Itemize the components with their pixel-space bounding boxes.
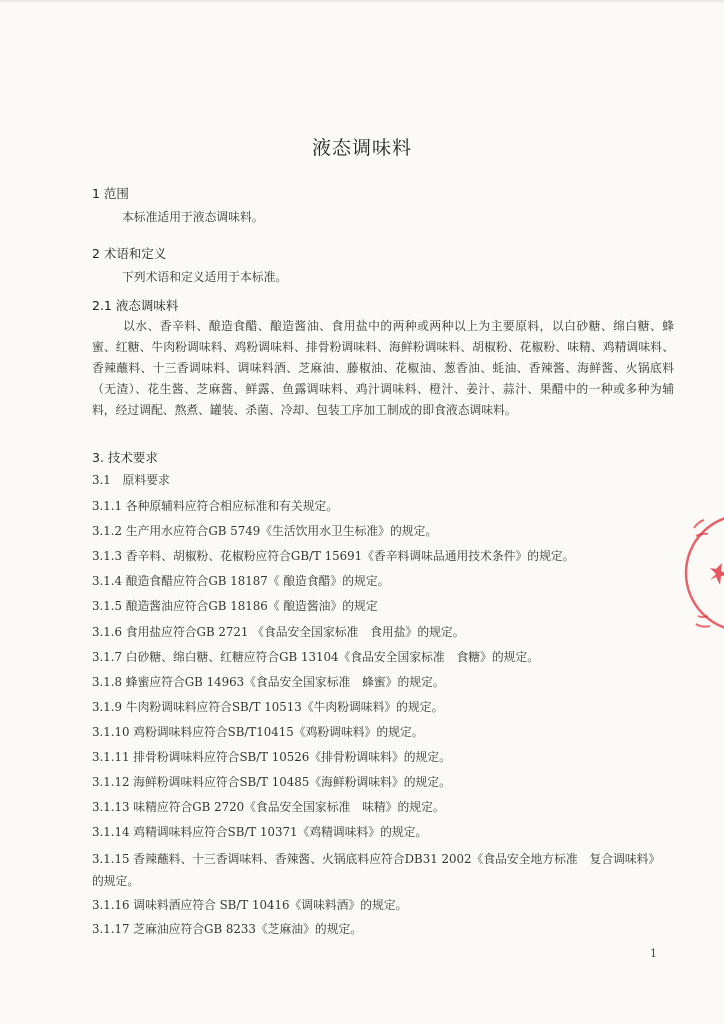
- list-item: 3.1.16 调味料酒应符合 SB/T 10416《调味料酒》的规定。: [92, 898, 408, 912]
- list-item: 3.1.11 排骨粉调味料应符合SB/T 10526《排骨粉调味料》的规定。: [92, 750, 451, 764]
- list-item: 3.1.14 鸡精调味料应符合SB/T 10371《鸡精调味料》的规定。: [92, 825, 428, 839]
- list-item: 3.1.10 鸡粉调味料应符合SB/T10415《鸡粉调味料》的规定。: [92, 725, 424, 739]
- scan-edge: [0, 0, 724, 4]
- section-1-heading: 1 范围: [92, 186, 129, 201]
- section-3-1-heading: 3.1 原料要求: [92, 473, 170, 487]
- list-item: 3.1.9 牛肉粉调味料应符合SB/T 10513《牛肉粉调味料》的规定。: [92, 700, 444, 714]
- list-item: 3.1.12 海鲜粉调味料应符合SB/T 10485《海鲜粉调味料》的规定。: [92, 775, 451, 789]
- list-item: 3.1.5 酿造酱油应符合GB 18186《 酿造酱油》的规定: [92, 599, 378, 613]
- list-item: 3.1.15 香辣蘸料、十三香调味料、香辣酱、火锅底料应符合DB31 2002《食品安全地方标准 复合调味料》的规定。: [92, 852, 661, 888]
- list-item: 3.1.4 酿造食醋应符合GB 18187《 酿造食醋》的规定。: [92, 574, 390, 588]
- list-item: 3.1.13 味精应符合GB 2720《食品安全国家标准 味精》的规定。: [92, 800, 445, 814]
- red-seal-stamp: [684, 498, 724, 648]
- list-item: 3.1.7 白砂糖、绵白糖、红糖应符合GB 13104《食品安全国家标准 食糖》的规定。: [92, 650, 540, 664]
- list-item: 3.1.8 蜂蜜应符合GB 14963《食品安全国家标准 蜂蜜》的规定。: [92, 675, 445, 689]
- section-2-text: 下列术语和定义适用于本标准。: [122, 270, 288, 284]
- document-title: 液态调味料: [311, 137, 412, 159]
- list-item: 3.1.17 芝麻油应符合GB 8233《芝麻油》的规定。: [92, 922, 363, 936]
- page-number: 1: [650, 947, 657, 960]
- list-item: 3.1.2 生产用水应符合GB 5749《生活饮用水卫生标准》的规定。: [92, 524, 438, 538]
- section-2-1-text: 以水、香辛料、酿造食醋、酿造酱油、食用盐中的两种或两种以上为主要原料，以白砂糖、绵白糖、蜂蜜、红糖、牛肉粉调味料、鸡粉调味料、排骨粉调味料、海鲜粉调味料、胡椒粉、花椒粉、味精、鸡精调味料、香辣蘸料、十三香调味料、调味料酒、芝麻油、藤椒油、花椒油、葱香油、蚝油、香辣酱、海鲜酱、火锅底料（无渣）、花生酱、芝麻酱、鲜露、鱼露调味料、鸡汁调味料、橙汁、姜汁、蒜汁、果醋中的一种或多种为辅料，经过调配、熬煮、罐装、杀菌、冷却、包装工序加工制成的即食液态调味料。: [92, 319, 674, 417]
- list-item: 3.1.6 食用盐应符合GB 2721 《食品安全国家标准 食用盐》的规定。: [92, 625, 465, 639]
- section-1-text: 本标准适用于液态调味料。: [122, 210, 264, 224]
- list-item: 3.1.1 各种原辅料应符合相应标准和有关规定。: [92, 499, 339, 513]
- list-item: 3.1.3 香辛料、胡椒粉、花椒粉应符合GB/T 15691《香辛料调味品通用技术条件》的规定。: [92, 549, 575, 563]
- section-2-1-heading: 2.1 液态调味料: [92, 298, 179, 313]
- section-2-heading: 2 术语和定义: [92, 246, 167, 261]
- section-3-heading: 3. 技术要求: [92, 450, 158, 465]
